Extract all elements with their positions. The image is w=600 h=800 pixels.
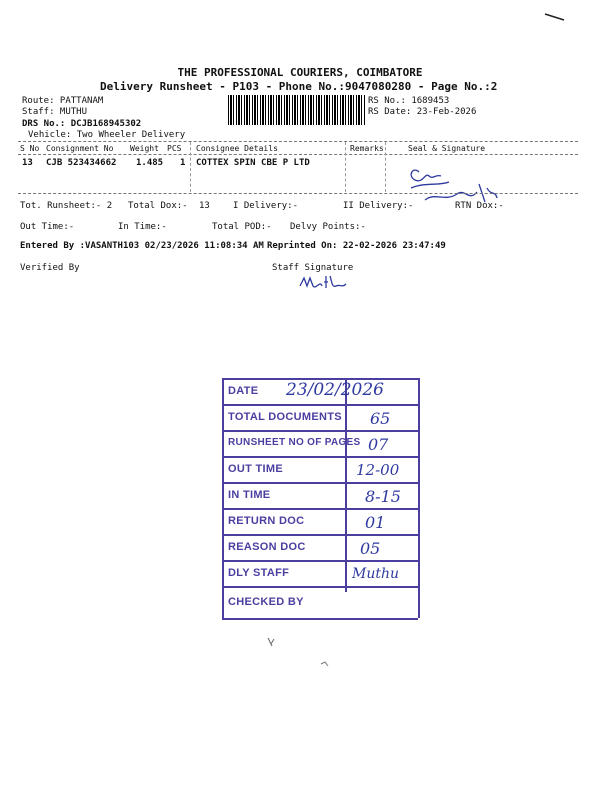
stamp-label-total-documents: TOTAL DOCUMENTS [228,411,342,423]
col-divider [385,142,386,192]
stamp-rule [345,378,347,592]
stamp-value-date: 23/02/2026 [286,380,384,400]
out-time: Out Time:- [20,222,75,232]
table-top-rule [18,141,578,142]
rs-number: RS No.: 1689453 [368,96,450,106]
stamp-label-reason-doc: REASON DOC [228,541,306,553]
table-bottom-rule [18,193,578,194]
total-dox-value: 13 [199,201,210,211]
stamp-value-in-time: 8-15 [365,487,401,506]
stamp-label-out-time: OUT TIME [228,463,283,475]
row-weight: 1.485 [136,158,164,168]
stamp-label-date: DATE [228,385,259,397]
stamp-rule [222,404,418,406]
ink-speck [320,660,330,668]
stamp-label-in-time: IN TIME [228,489,271,501]
pen-mark [544,12,566,22]
stamp-rule [222,482,418,484]
stamp-rule [222,456,418,458]
i-delivery: I Delivery:- [233,201,299,211]
row-consignment: CJB 523434662 [46,158,117,168]
col-divider [190,142,191,192]
row-sno: 13 [22,158,33,168]
stamp-label-return-doc: RETURN DOC [228,515,305,527]
delvy-points: Delvy Points:- [290,222,366,232]
staff-signature [298,272,358,294]
verified-by: Verified By [20,263,80,273]
row-pcs: 1 [180,158,186,168]
col-header-pcs: PCS [167,144,182,153]
staff-label: Staff: MUTHU [22,107,88,117]
reprinted-on: Reprinted On: 22-02-2026 23:47:49 [267,241,446,251]
stamp-label-dly-staff: DLY STAFF [228,567,290,579]
stamp-value-dly-staff: Muthu [352,566,400,582]
col-divider [345,142,346,192]
col-header-remarks: Remarks [350,144,384,153]
barcode-image [228,95,365,125]
col-header-seal: Seal & Signature [408,144,486,153]
company-title: THE PROFESSIONAL COURIERS, COIMBATORE [177,66,423,79]
rs-date: RS Date: 23-Feb-2026 [368,107,477,117]
stamp-rule [222,618,418,620]
stamp-rule [418,378,420,618]
vehicle-label: Vehicle: Two Wheeler Delivery [28,130,186,140]
stamp-rule [222,534,418,536]
row-consignee: COTTEX SPIN CBE P LTD [196,158,310,168]
total-pod: Total POD:- [212,222,272,232]
col-header-weight: Weight [130,144,159,153]
stamp-value-total-documents: 65 [370,409,391,428]
route-label: Route: PATTANAM [22,96,104,106]
tot-runsheet: Tot. Runsheet:- 2 [20,201,113,211]
entered-by: Entered By :VASANTH103 02/23/2026 11:08:34 AM [20,241,264,251]
in-time: In Time:- [118,222,167,232]
stamp-value-return-doc: 01 [365,513,386,532]
total-dox-label: Total Dox:- [128,201,188,211]
col-header-consignment: Consignment No [46,144,114,153]
col-header-consignee: Consignee Details [196,144,278,153]
ink-speck [266,636,278,648]
stamp-value-reason-doc: 05 [360,539,381,558]
staff-signature-label: Staff Signature [272,263,354,273]
stamp-rule [222,560,418,562]
stamp-label-runsheet-pages: RUNSHEET NO OF PAGES [228,437,361,448]
stamp-rule [222,586,418,588]
stamp-label-checked-by: CHECKED BY [228,596,304,608]
ii-delivery: II Delivery:- [343,201,414,211]
stamp-value-runsheet-pages: 07 [368,435,389,454]
stamp-value-out-time: 12-00 [356,461,400,479]
rtn-dox: RTN Dox:- [455,201,504,211]
runsheet-subtitle: Delivery Runsheet - P103 - Phone No.:9047080280 - Page No.:2 [100,80,498,93]
stamp-rule [222,378,224,618]
stamp-rule [222,430,418,432]
stamp-rule [222,508,418,510]
col-header-sno: S No [20,144,40,153]
table-header-rule [18,154,578,155]
drs-number: DRS No.: DCJB168945302 [22,119,142,129]
